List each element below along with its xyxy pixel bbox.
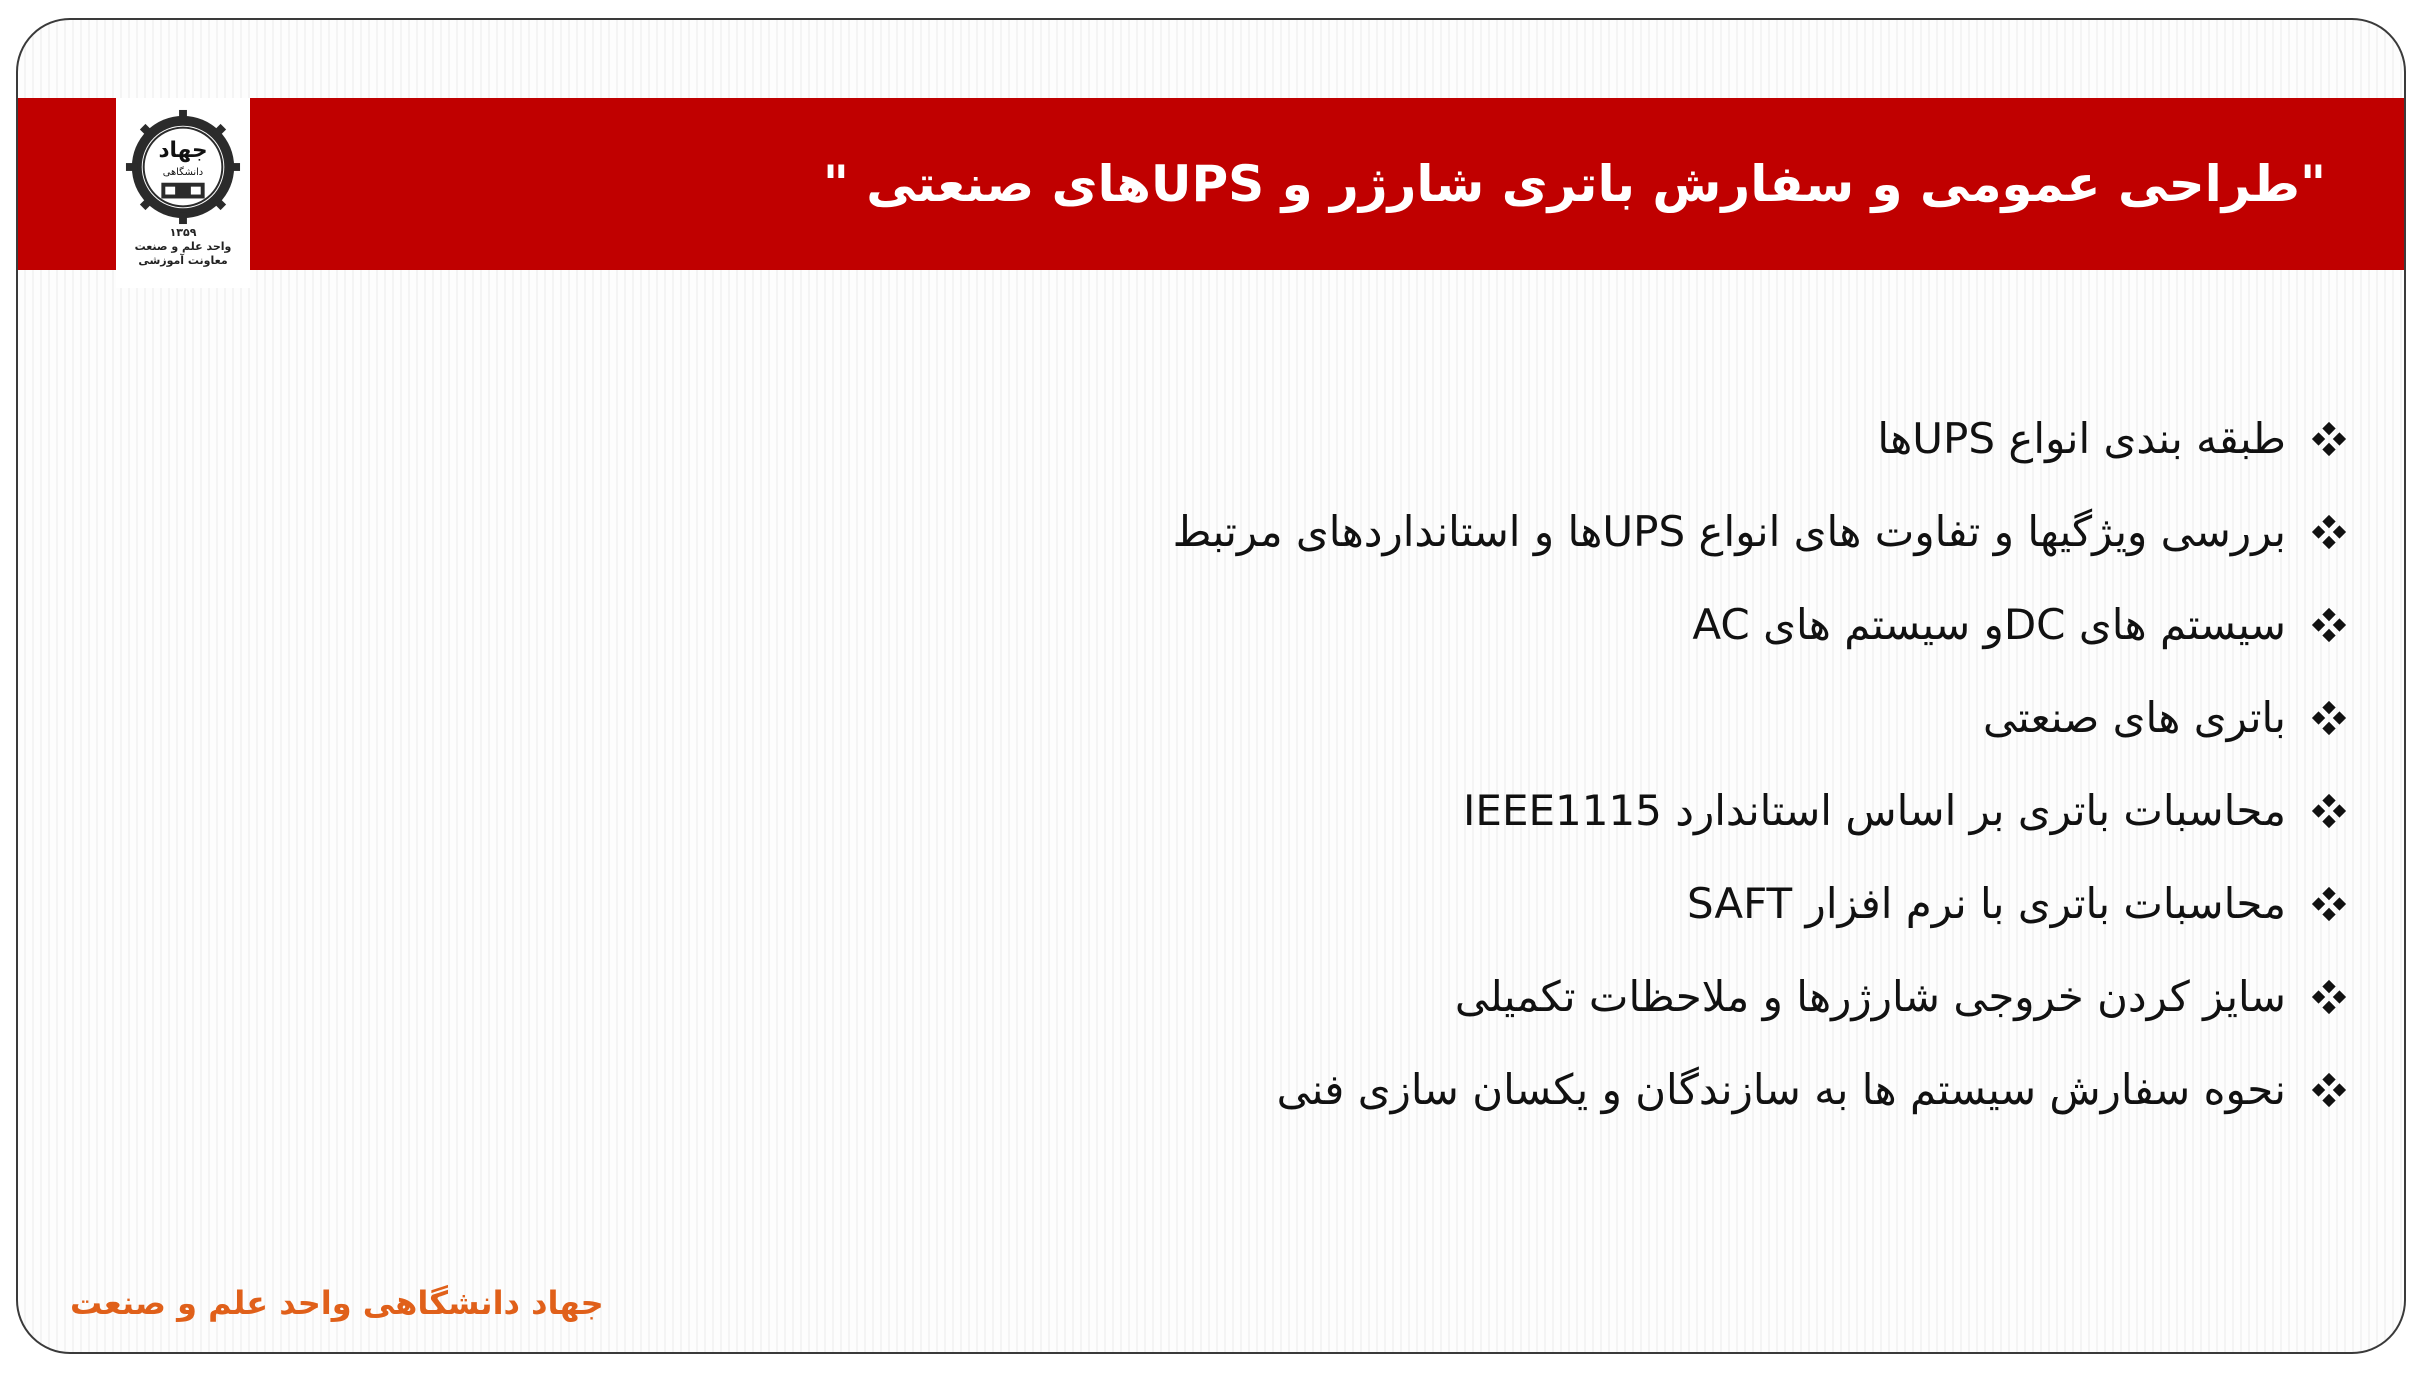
diamond-quad-icon <box>2310 606 2348 644</box>
slide <box>16 18 2406 1354</box>
bullet-text: نحوه سفارش سیستم ها به سازندگان و یکسان سازی فنی <box>1276 1065 2286 1114</box>
bullet-item <box>548 764 2348 857</box>
diamond-quad-icon <box>2310 792 2348 830</box>
bullet-item <box>548 950 2348 1043</box>
logo-sub-text: دانشگاهی <box>162 166 204 178</box>
diamond-quad-icon <box>2310 978 2348 1016</box>
bullet-text: بررسی ویژگیها و تفاوت های انواع UPSها و استانداردهای مرتبط <box>1172 507 2286 556</box>
bullet-text: سیستم های DCو سیستم های AC <box>1692 600 2286 649</box>
footer-text: جهاد دانشگاهی واحد علم و صنعت <box>70 1284 604 1322</box>
diamond-quad-icon <box>2310 420 2348 458</box>
bullet-item <box>548 578 2348 671</box>
logo-caption-2: معاونت آموزشی <box>138 254 228 267</box>
bullet-item <box>548 857 2348 950</box>
logo-year: ۱۳۵۹ <box>169 226 197 239</box>
bullet-item <box>548 392 2348 485</box>
bullet-text: محاسبات باتری بر اساس استاندارد IEEE1115 <box>1463 786 2286 835</box>
diamond-quad-icon <box>2310 1071 2348 1109</box>
bullet-list <box>548 392 2348 1136</box>
bullet-text: محاسبات باتری با نرم افزار SAFT <box>1686 879 2286 928</box>
diamond-quad-icon <box>2310 699 2348 737</box>
logo <box>116 98 250 288</box>
bullet-text: باتری های صنعتی <box>1982 693 2286 742</box>
bullet-item <box>548 671 2348 764</box>
bullet-text: سایز کردن خروجی شارژرها و ملاحظات تکمیلی <box>1454 972 2286 1021</box>
slide-title: "طراحی عمومی و سفارش باتری شارژر و UPSهای صنعتی " <box>822 155 2326 213</box>
logo-emblem-text: جهاد <box>158 138 208 164</box>
diamond-quad-icon <box>2310 513 2348 551</box>
bullet-item <box>548 1043 2348 1136</box>
bullet-text: طبقه بندی انواع UPSها <box>1877 414 2286 463</box>
gear-emblem-icon <box>124 108 242 226</box>
bullet-item <box>548 485 2348 578</box>
diamond-quad-icon <box>2310 885 2348 923</box>
logo-caption-1: واحد علم و صنعت <box>134 240 232 253</box>
